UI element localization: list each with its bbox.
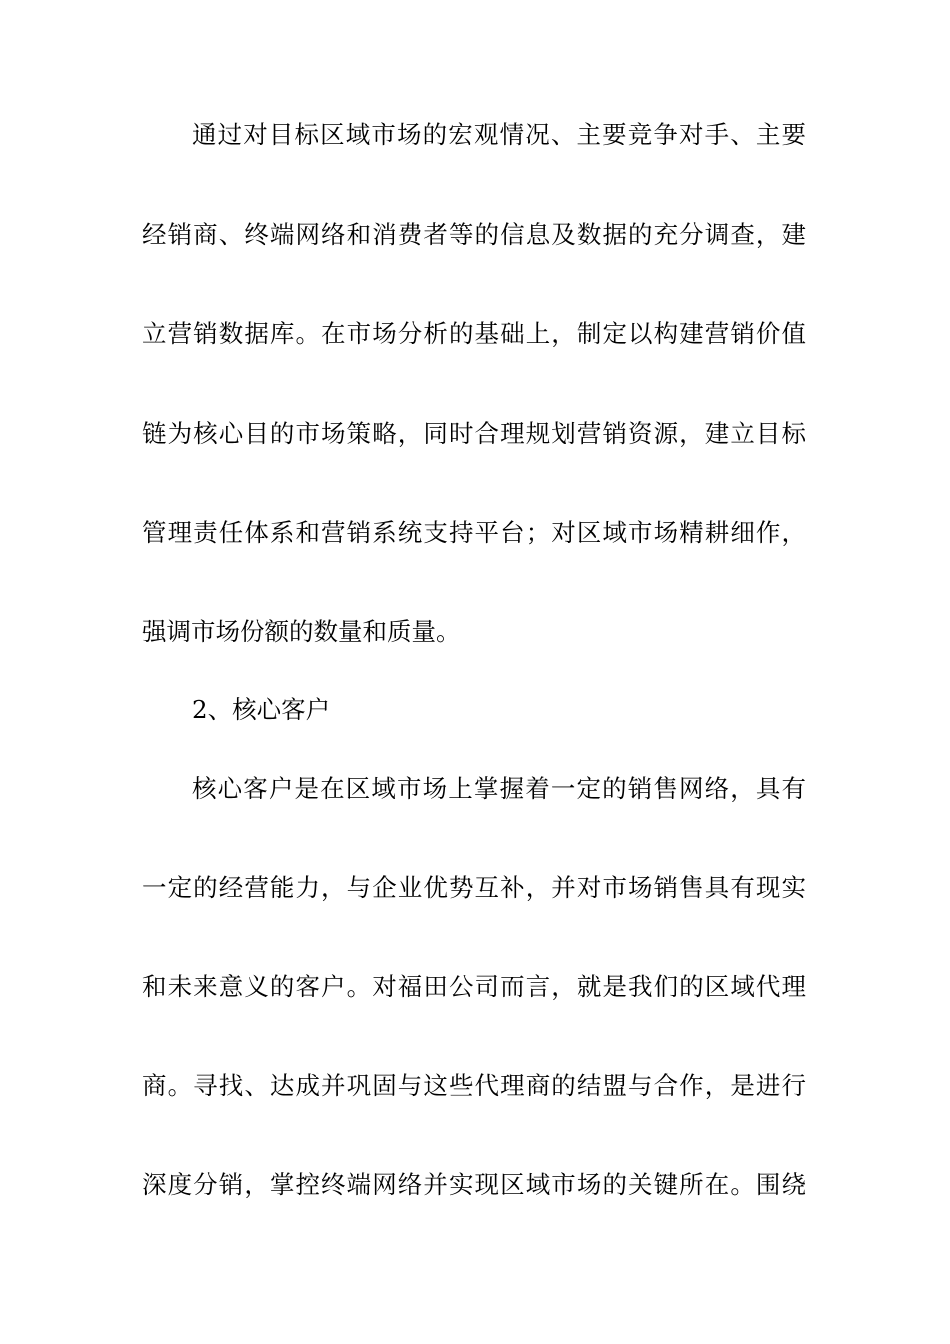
paragraph-line: 链为核心目的市场策略，同时合理规划营销资源，建立目标 bbox=[142, 419, 806, 448]
paragraph-line: 核心客户是在区域市场上掌握着一定的销售网络，具有 bbox=[192, 774, 806, 803]
paragraph-line: 商。寻找、达成并巩固与这些代理商的结盟与合作，是进行 bbox=[142, 1071, 806, 1100]
paragraph-line: 强调市场份额的数量和质量。 bbox=[142, 617, 461, 646]
section-heading: 2、核心客户 bbox=[192, 695, 331, 724]
paragraph-line: 深度分销，掌控终端网络并实现区域市场的关键所在。围绕 bbox=[142, 1170, 806, 1199]
paragraph-line: 立营销数据库。在市场分析的基础上，制定以构建营销价值 bbox=[142, 319, 806, 348]
paragraph-line: 管理责任体系和营销系统支持平台；对区域市场精耕细作， bbox=[142, 518, 806, 547]
paragraph-line: 一定的经营能力，与企业优势互补，并对市场销售具有现实 bbox=[142, 873, 806, 902]
paragraph-line: 经销商、终端网络和消费者等的信息及数据的充分调查，建 bbox=[142, 220, 806, 249]
paragraph-line: 通过对目标区域市场的宏观情况、主要竞争对手、主要 bbox=[192, 120, 806, 149]
paragraph-line: 和未来意义的客户。对福田公司而言，就是我们的区域代理 bbox=[142, 972, 806, 1001]
